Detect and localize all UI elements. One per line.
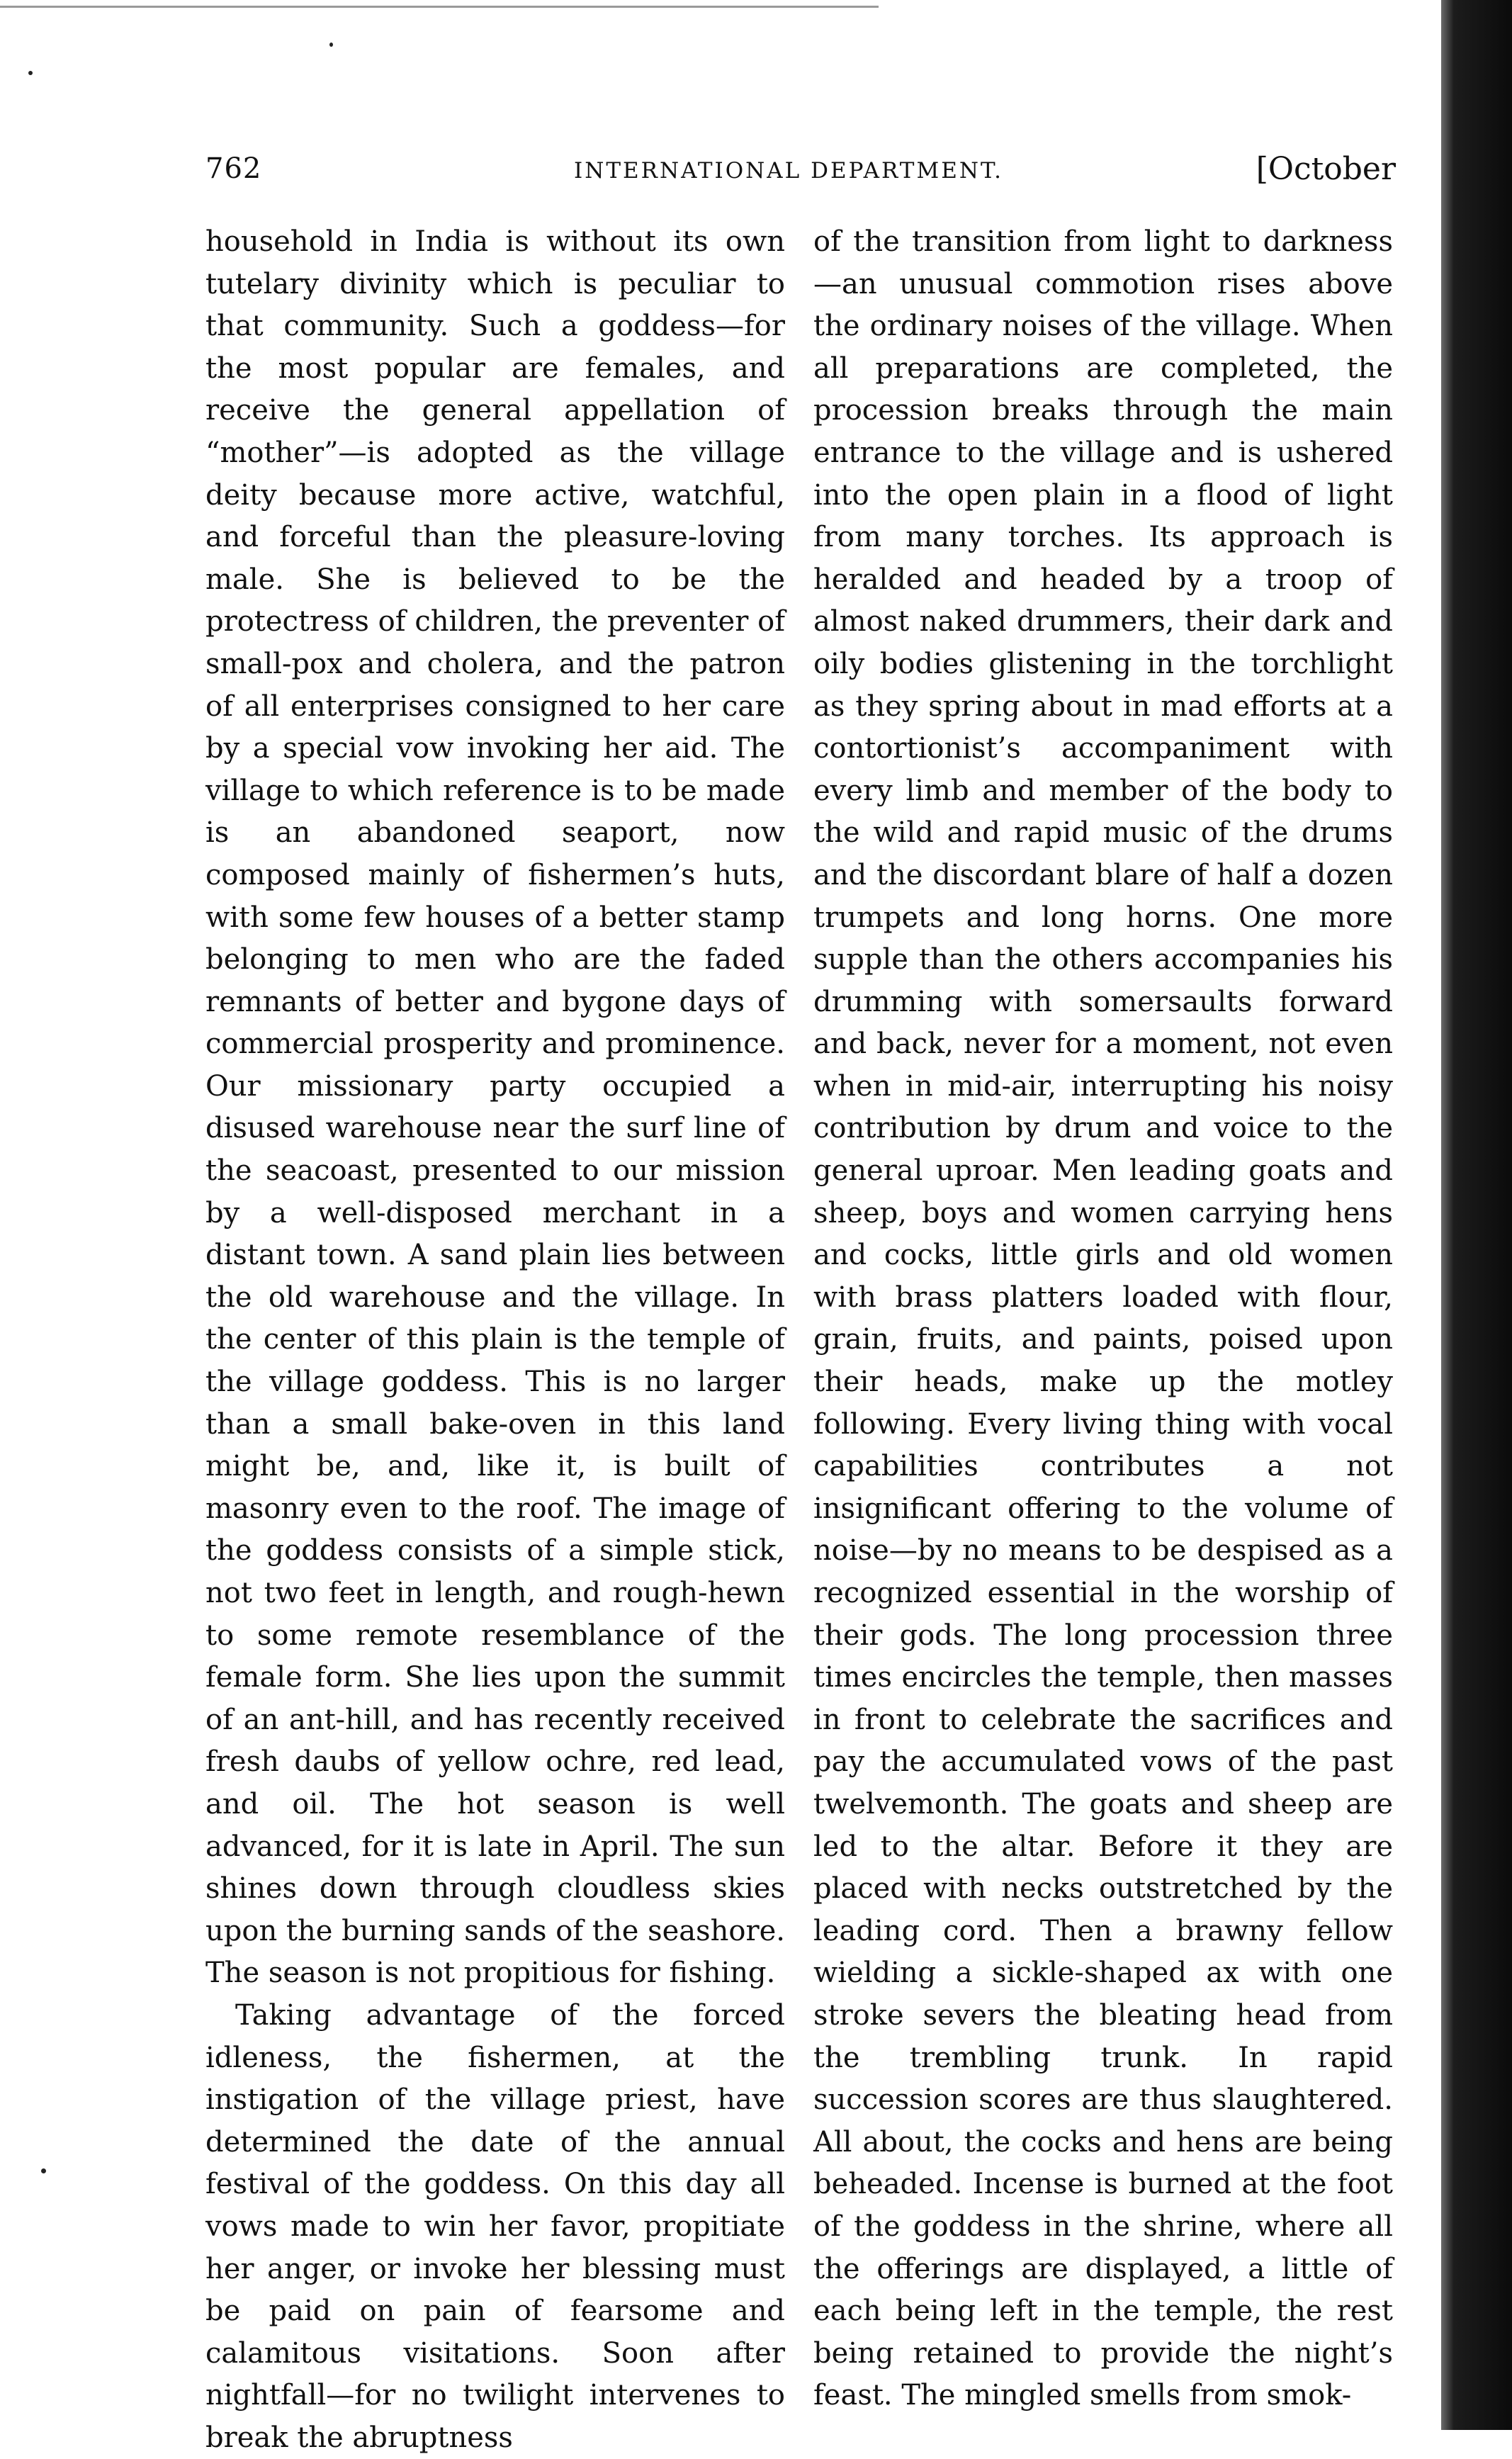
scan-speck	[41, 2168, 46, 2173]
page-header	[205, 145, 1396, 202]
binding-edge	[1441, 0, 1512, 2430]
right-column	[813, 221, 1393, 2412]
left-paragraph-2: Taking advantage of the forced idleness, the fishermen, at the instigation of the village priest, have determined the date of the annual festival of the goddess. On this day all vows made to win her favor, propitiate her anger, or invoke her blessing must be paid on pain of fearsome and calamitous visitations. Soon after nightfall—for no twilight intervenes to break the abruptness	[205, 1998, 785, 2454]
running-date: [October	[1256, 151, 1396, 187]
page-edge-line	[0, 6, 879, 8]
right-paragraph-1: of the transition from light to darkness—an unusual commotion rises above the ordinary noises of the village. When all preparations are completed, the procession breaks through the main entrance to the village and is ushered into the open plain in a flood of light from many torches. Its approach is heralded and headed by a troop of almost naked drummers, their dark and oily bodies glistening in the torchlight as they spring about in mad efforts at a contortionist’s accompaniment with every limb and member of the body to the wild and rapid music of the drums and the discordant blare of half a dozen trumpets and long horns. One more supple than the others accompanies his drumming with somersaults forward and back, never for a moment, not even when in mid-air, interrupting his noisy contribution by drum and voice to the general uproar. Men leading goats and sheep, boys and women carrying hens and cocks, little girls and old women with brass platters loaded with flour, grain, fruits, and paints, poised upon their heads, make up the motley following. Every living thing with vocal capabilities contributes a not insignificant offering to the volume of noise—by no means to be despised as a recognized essential in the worship of their gods. The long procession three times encircles the temple, then masses in front to celebrate the sacrifices and pay the accumulated vows of the past twelvemonth. The goats and sheep are led to the altar. Before it they are placed with necks outstretched by the leading cord. Then a brawny fellow wielding a sickle-shaped ax with one stroke severs the bleating head from the trembling trunk. In rapid succession scores are thus slaughtered. All about, the cocks and hens are being beheaded. Incense is burned at the foot of the goddess in the shrine, where all the offerings are displayed, a little of each being left in the temple, the rest being retained to provide the night’s feast. The mingled smells from smok-	[813, 225, 1393, 2412]
scan-speck	[329, 43, 333, 47]
scan-speck	[28, 71, 33, 75]
left-column	[205, 221, 786, 2454]
running-head: INTERNATIONAL DEPARTMENT.	[574, 158, 1003, 184]
page-number: 762	[205, 152, 262, 185]
left-paragraph-1: household in India is without its own tutelary divinity which is peculiar to that community. Such a goddess—for the most popular are females, and receive the general appellation of “mother”—is adopted as the village deity because more active, watchful, and forceful than the pleasure-loving male. She is believed to be the protectress of children, the preventer of small-pox and cholera, and the patron of all enterprises consigned to her care by a special vow invoking her aid. The village to which reference is to be made is an abandoned seaport, now composed mainly of fishermen’s huts, with some few houses of a better stamp belonging to men who are the faded remnants of better and bygone days of commercial prosperity and prominence. Our missionary party occupied a disused warehouse near the surf line of the seacoast, presented to our mission by a well-disposed merchant in a distant town. A sand plain lies between the old warehouse and the village. In the center of this plain is the temple of the village goddess. This is no larger than a small bake-oven in this land might be, and, like it, is built of masonry even to the roof. The image of the goddess consists of a simple stick, not two feet in length, and rough-hewn to some remote resemblance of the female form. She lies upon the summit of an ant-hill, and has recently received fresh daubs of yellow ochre, red lead, and oil. The hot season is well advanced, for it is late in April. The sun shines down through cloudless skies upon the burning sands of the seashore. The season is not propitious for fishing.	[205, 225, 786, 1990]
